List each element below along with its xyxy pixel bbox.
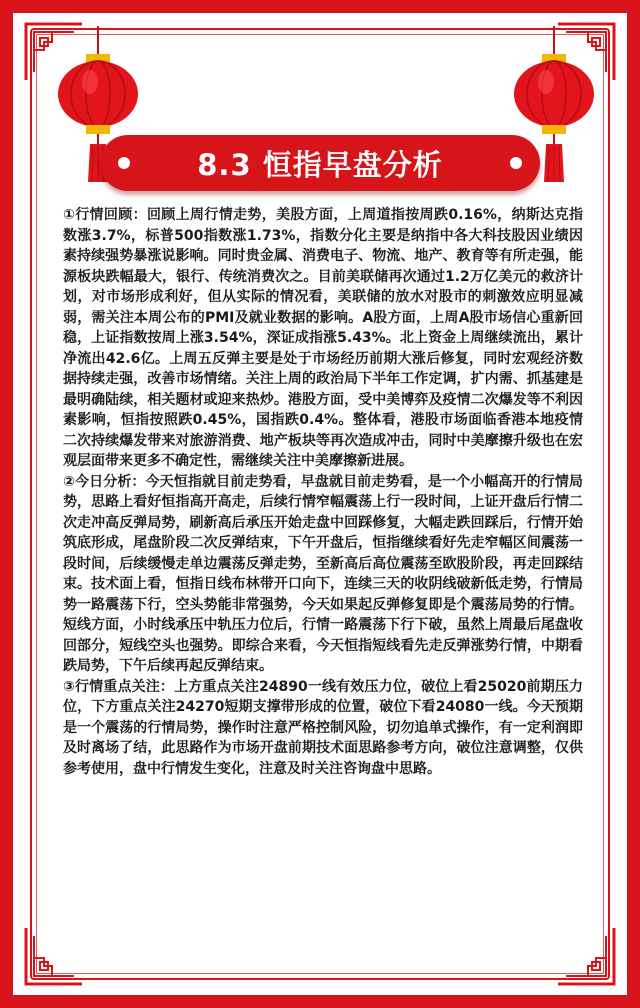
section-key-levels: ③行情重点关注：上方重点关注24890一线有效压力位，破位上看25020前期压力位，下方重点关注24270短期支撑带形成的位置，破位下看24080一线。今天预期是一个震荡的行情局势，操作时注意严格控制风险，切勿追单式操作，有一定利润即及时离场了结，此思路作为市场开盘前期技术面思路参考方向，破位注意调整，仅供参考使用，盘中行情发生变化，注意及时关注咨询盘中思路。 (63, 678, 583, 777)
page-title: 8.3 恒指早盘分析 (197, 147, 443, 182)
article-body (63, 205, 583, 779)
section-market-review: ①行情回顾：回顾上周行情走势，美股方面，上周道指按周跌0.16%，纳斯达克指数涨3.7%，标普500指数涨1.73%，指数分化主要是纳指中各大科技股因业绩因素持续强势暴涨说影响。同时贵金属、消费电子、物流、地产、教育等有所走强，能源板块跌幅最大，银行、传统消费次之。目前美联储再次通过1.2万亿美元的救济计划，对市场形成利好，但从实际的情况看，美联储的放水对股市的刺激效应明显减弱，需关注本周公布的PMI及就业数据的影响。A股方面，上周A股市场信心重新回稳，上证指数按周上涨3.54%，深证成指涨5.43%。北上资金上周继续流出，累计净流出42.6亿。上周五反弹主要是处于市场经历前期大涨后修复，同时宏观经济数据持续走强，改善市场情绪。关注上周的政治局下半年工作定调，扩内需、抓基建是最明确陆续，相关题材或迎来热炒。港股方面，受中美博弈及疫情二次爆发等不利因素影响，恒指按照跌0.45%，国指跌0.4%。整体看，港股市场面临香港本地疫情二次持续爆发带来对旅游消费、地产板块等再次造成冲击，同时中美摩擦升级也在宏观层面带来更多不确定性，需继续关注中美摩擦新进展。 (63, 207, 583, 469)
section-today-analysis: ②今日分析：今天恒指就目前走势看，早盘就目前走势看，是一个小幅高开的行情局势，思路上看好恒指高开高走，后续行情窄幅震荡上行一段时间，上证开盘后行情二次走冲高反弹局势，刷新高后承压开始走盘中回踩修复，大幅走跌回踩后，行情开始筑底形成，尾盘阶段二次反弹结束，下午开盘后，恒指继续看好先走窄幅区间震荡一段时间，后续缓慢走单边震荡反弹走势，至新高后高位震荡至欧股阶段，再走回踩结束。技术面上看，恒指日线布林带开口向下，连续三天的收阴线破新低走势，行情局势一路震荡下行，空头势能非常强势，今天如果起反弹修复即是个震荡局势的行情。短线方面，小时线承压中轨压力位后，行情一路震荡下行下破，虽然上周最后尾盘收回部分，短线空头也强势。即综合来看，今天恒指短线看先走反弹涨势行情，中期看跌局势，下午后续再起反弹结束。 (63, 473, 583, 674)
title-banner (100, 135, 540, 191)
corner-ornament-icon (22, 924, 86, 988)
corner-ornament-icon (554, 924, 618, 988)
banner-dot-icon (118, 157, 130, 169)
banner-dot-icon (510, 157, 522, 169)
